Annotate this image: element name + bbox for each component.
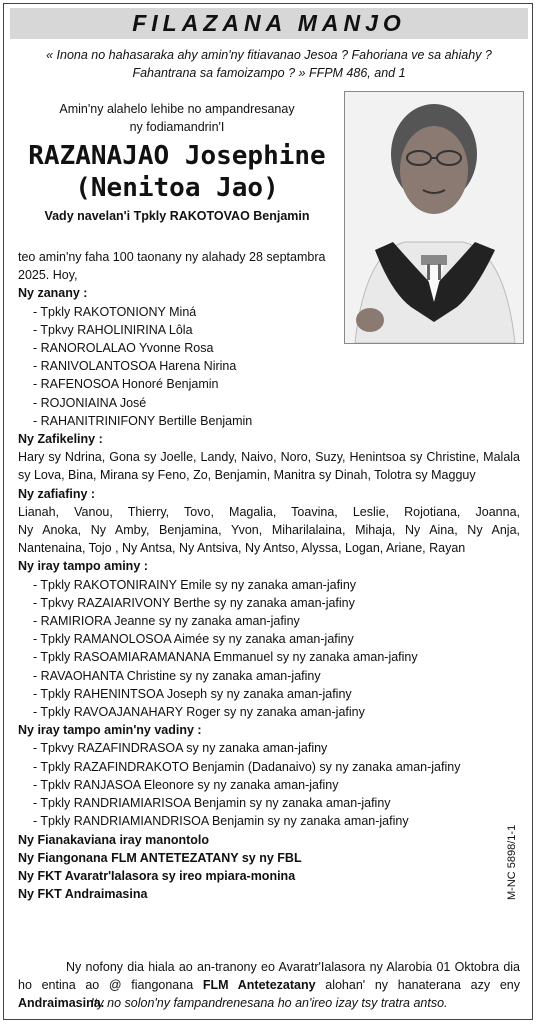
spouse-line: Vady navelan'i Tpkly RAKOTOVAO Benjamin: [44, 209, 310, 223]
list-item: - Tpkly RAZAFINDRAKOTO Benjamin (Dadanaivo) sy ny zanaka aman-jafiny: [33, 759, 461, 774]
list-item: - Tpkvy RAHOLINIRINA Lôla: [33, 322, 193, 337]
closing-note: Ity no solon'ny fampandrenesana ho an'ireo izay tsy tratra antso.: [90, 996, 448, 1010]
list-item: - Tpkvy RAZAFINDRASOA sy ny zanaka aman-jafiny: [33, 741, 328, 756]
list-item: - Tpkly RAHENINTSOA Joseph sy ny zanaka aman-jafiny: [33, 686, 352, 701]
list-item: - RAMIRIORA Jeanne sy ny zanaka aman-jafiny: [33, 614, 300, 629]
deceased-name: RAZANAJAO Josephine: [28, 141, 326, 171]
grandchildren-line: Hary sy Ndrina, Gona sy Joelle, Landy, Naivo, Noro, Suzy, Henintsoa sy Christine, Malala: [18, 450, 520, 465]
great-grandchildren-heading: Ny zafiafiny :: [18, 486, 96, 501]
organization-line: Ny FKT Andraimasina: [18, 887, 148, 902]
quote-line: « Inona no hahasaraka ahy amin'ny fitiavanao Jesoa ? Fahoriana ve sa ahiahy ?: [46, 48, 492, 62]
notice-body: [18, 248, 520, 903]
list-item: - Tpkly RAKOTONIRAINY Emile sy ny zanaka aman-jafiny: [33, 577, 357, 592]
list-item: - Tpkly RASOAMIARAMANANA Emmanuel sy ny zanaka aman-jafiny: [33, 650, 418, 665]
funeral-text: Ny nofony dia hiala ao an-tranony eo Avaratr'Ialasora ny Alarobia 01 Oktobra dia ho entina ao @ fiangonana: [18, 960, 520, 993]
notice-banner: FILAZANA MANJO: [10, 8, 528, 39]
intro-line: ny fodiamandrin'I: [129, 120, 225, 134]
list-item: - RAFENOSOA Honoré Benjamin: [33, 377, 219, 392]
grandchildren-line: sy Lova, Bina, Mirana sy Feno, Zo, Benjamin, Manitra sy Dinah, Tolotra sy Magguy: [18, 468, 476, 483]
funeral-text: alohan' ny hanaterana azy eny: [315, 978, 520, 993]
list-item: - Tpkvy RAZAIARIVONY Berthe sy ny zanaka aman-jafiny: [33, 595, 355, 610]
scripture-quote: [10, 46, 528, 82]
list-item: - Tpkly RANDRIAMIARISOA Benjamin sy ny zanaka aman-jafiny: [33, 796, 391, 811]
organization-line: Ny Fianakaviana iray manontolo: [18, 832, 210, 847]
list-item: - Tpklv RANJASOA Eleonore sy ny zanaka aman-jafiny: [33, 777, 339, 792]
children-heading: Ny zanany :: [18, 286, 88, 301]
list-item: - Tpkly RAVOAJANAHARY Roger sy ny zanaka aman-jafiny: [33, 705, 365, 720]
great-grandchildren-line: Ny Anoka, Ny Amby, Benjamina, Yvon, Miharilalaina, Mihaja, Ny Aina, Ny Anja,: [18, 523, 520, 538]
list-item: - RANIVOLANTOSOA Harena Nirina: [33, 359, 237, 374]
intro-line: Amin'ny alahelo lehibe no ampandresanay: [59, 102, 295, 116]
great-grandchildren-line: Nantenaina, Tojo , Ny Antsa, Ny Antsiva, Ny Antso, Alyssa, Logan, Ariane, Rayan: [18, 541, 466, 556]
siblings-heading: Ny iray tampo aminy :: [18, 559, 148, 574]
death-line: teo amin'ny faha 100 taonany ny alahady 28 septambra: [18, 250, 326, 264]
great-grandchildren-line: Lianah, Vanou, Thierry, Tovo, Magalia, Toavina, Leslie, Rojotiana, Joanna,: [18, 504, 520, 519]
list-item: - RANOROLALAO Yvonne Rosa: [33, 341, 214, 356]
funeral-place: Andraimasina.: [18, 996, 105, 1011]
list-item: - RAVAOHANTA Christine sy ny zanaka aman-jafiny: [33, 668, 321, 683]
death-line: 2025. Hoy,: [18, 268, 78, 283]
spouse-siblings-heading: Ny iray tampo amin'ny vadiny :: [18, 723, 202, 738]
list-item: - RAHANITRINIFONY Bertille Benjamin: [33, 413, 253, 428]
intro-text: [12, 100, 342, 136]
organization-line: Ny FKT Avaratr'Ialasora sy ireo mpiara-monina: [18, 868, 296, 883]
grandchildren-heading: Ny Zafikeliny :: [18, 432, 103, 447]
deceased-alias: (Nenitoa Jao): [75, 173, 279, 203]
list-item: - Tpkly RANDRIAMIANDRISOA Benjamin sy ny zanaka aman-jafiny: [33, 814, 409, 829]
list-item: - ROJONIAINA José: [33, 395, 147, 410]
quote-line: Fahantrana sa famoizampo ? » FFPM 486, and 1: [132, 66, 406, 80]
organization-line: Ny Fiangonana FLM ANTETEZATANY sy ny FBL: [18, 850, 302, 865]
funeral-church: FLM Antetezatany: [202, 978, 316, 993]
list-item: - Tpkly RAKOTONIONY Miná: [33, 304, 197, 319]
reference-code: M-NC 5898/1-1: [506, 824, 518, 900]
list-item: - Tpkly RAMANOLOSOA Aimée sy ny zanaka aman-jafiny: [33, 632, 354, 647]
deceased-name-block: [12, 140, 342, 204]
